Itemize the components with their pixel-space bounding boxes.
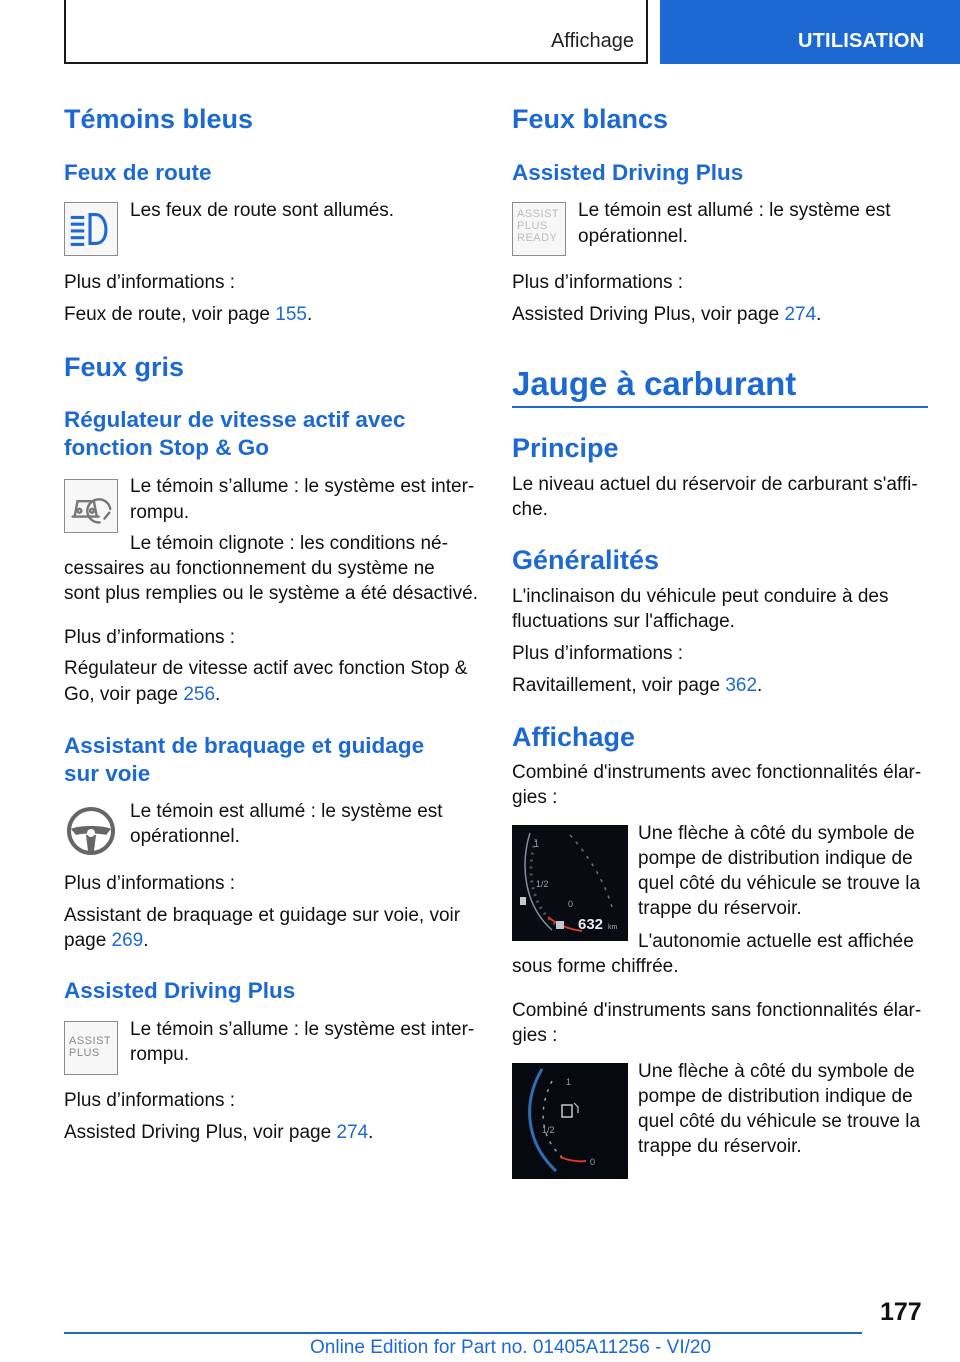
gauge1-label-half: 1/2: [536, 879, 549, 889]
adp-white-desc-line1: Le témoin est allumé : le système est: [578, 200, 891, 221]
page-number: 177: [880, 1298, 922, 1326]
header-section-label: Affichage: [550, 30, 634, 52]
adp-grey-desc-line1: Le témoin s’allume : le système est inter-: [130, 1019, 475, 1040]
fuel-heading-rule: [512, 406, 928, 408]
high-beam-description: Les feux de route sont allumés.: [130, 200, 395, 221]
acc-desc-line5: sont plus remplies ou le système a été désactivé.: [64, 583, 478, 604]
page-link-362[interactable]: 362: [725, 675, 758, 696]
acc-reference-line1: Régulateur de vitesse actif avec fonction Stop &: [64, 658, 468, 679]
steering-more-info: Plus d’informations :: [64, 873, 236, 894]
display-a-line2: pompe de distribution indique de: [638, 848, 913, 869]
assist-plus-icon: ASSIST PLUS: [64, 1021, 118, 1075]
fuel-gauge-standard-image: [512, 1063, 628, 1179]
heading-principle: Principe: [512, 433, 619, 463]
high-beam-icon: [64, 202, 118, 256]
steering-desc-line2: opérationnel.: [130, 826, 240, 847]
footer-edition: Online Edition for Part no. 01405A11256 - VI/20: [310, 1337, 712, 1358]
display-a-line1: Une flèche à côté du symbole de: [638, 823, 915, 844]
general-more-info: Plus d’informations :: [512, 643, 684, 664]
acc-desc-line3: Le témoin clignote : les conditions né-: [130, 533, 448, 554]
high-beam-more-info: Plus d’informations :: [64, 272, 236, 293]
page-link-256[interactable]: 256: [183, 684, 216, 705]
heading-adp-grey: Assisted Driving Plus: [64, 978, 296, 1003]
display-b-line2: sous forme chiffrée.: [512, 956, 679, 977]
acc-desc-line4: cessaires au fonctionnement du système ne: [64, 558, 435, 579]
display-a-line4: trappe du réservoir.: [638, 898, 802, 919]
heading-white-indicators: Feux blancs: [512, 104, 669, 134]
heading-high-beam: Feux de route: [64, 160, 212, 185]
header-chapter-tab[interactable]: [660, 0, 960, 64]
heading-grey-indicators: Feux gris: [64, 352, 185, 382]
gauge1-label-1: 1: [534, 839, 540, 849]
display-c-line3: quel côté du véhicule se trouve la: [638, 1111, 921, 1132]
adp-grey-more-info: Plus d’informations :: [64, 1090, 236, 1111]
steering-reference-line1: Assistant de braquage et guidage sur voie, voir: [64, 905, 461, 926]
adp-grey-reference: Assisted Driving Plus, voir page 274.: [64, 1122, 374, 1143]
assist-plus-ready-icon: ASSIST PLUS READY: [512, 202, 566, 256]
page-link-274-right[interactable]: 274: [784, 304, 817, 325]
header-section-box: [64, 0, 648, 64]
heading-steering-assist-line2: sur voie: [64, 761, 151, 786]
adp-grey-desc-line2: rompu.: [130, 1044, 190, 1065]
adp-white-reference: Assisted Driving Plus, voir page 274.: [512, 304, 822, 325]
display-intro2-line1: Combiné d'instruments sans fonctionnalités élar-: [512, 1000, 922, 1021]
general-line1: L'inclinaison du véhicule peut conduire à des: [512, 586, 889, 607]
page-link-155[interactable]: 155: [275, 304, 307, 325]
gauge2-label-half: 1/2: [542, 1125, 555, 1135]
steering-wheel-icon: [64, 803, 118, 857]
gauge1-range: 632: [578, 916, 604, 933]
high-beam-reference: Feux de route, voir page 155.: [64, 304, 313, 325]
heading-blue-indicators: Témoins bleus: [64, 104, 254, 134]
heading-adp-white: Assisted Driving Plus: [512, 160, 744, 185]
general-reference: Ravitaillement, voir page 362.: [512, 675, 763, 696]
gauge1-unit: km: [608, 924, 618, 931]
heading-steering-assist-line1: Assistant de braquage et guidage: [64, 733, 425, 758]
heading-general: Généralités: [512, 545, 660, 575]
display-c-line2: pompe de distribution indique de: [638, 1086, 913, 1107]
general-line2: fluctuations sur l'affichage.: [512, 611, 735, 632]
steering-reference-line2: page 269.: [64, 930, 149, 951]
display-intro2-line2: gies :: [512, 1025, 558, 1046]
gauge2-label-0: 0: [590, 1157, 596, 1167]
gauge1-label-0: 0: [568, 899, 574, 909]
heading-display: Affichage: [512, 722, 636, 752]
acc-more-info: Plus d’informations :: [64, 627, 236, 648]
adp-white-desc-line2: opérationnel.: [578, 226, 688, 247]
display-c-line4: trappe du réservoir.: [638, 1136, 802, 1157]
acc-desc-line2: rompu.: [130, 502, 190, 523]
display-intro1-line1: Combiné d'instruments avec fonctionnalités élar-: [512, 762, 922, 783]
display-b-line1: L'autonomie actuelle est affichée: [638, 931, 914, 952]
display-c-line1: Une flèche à côté du symbole de: [638, 1061, 915, 1082]
gauge2-label-1: 1: [566, 1077, 572, 1087]
page-link-274-left[interactable]: 274: [336, 1122, 369, 1143]
heading-fuel-gauge: Jauge à carburant: [512, 365, 797, 402]
steering-desc-line1: Le témoin est allumé : le système est: [130, 801, 443, 822]
page-link-269[interactable]: 269: [111, 930, 144, 951]
fuel-gauge-extended-image: [512, 825, 628, 941]
header-chapter-label: UTILISATION: [798, 30, 925, 52]
display-a-line3: quel côté du véhicule se trouve la: [638, 873, 921, 894]
principle-line1: Le niveau actuel du réservoir de carburant s'affi-: [512, 474, 918, 495]
acc-desc-line1: Le témoin s’allume : le système est inter-: [130, 476, 475, 497]
adp-white-more-info: Plus d’informations :: [512, 272, 684, 293]
footer-rule: [64, 1332, 862, 1334]
acc-reference-line2: Go, voir page 256.: [64, 684, 221, 705]
principle-line2: che.: [512, 499, 548, 520]
cruise-control-icon: [64, 479, 118, 533]
display-intro1-line2: gies :: [512, 787, 558, 808]
heading-acc-stop-go: Régulateur de vitesse actif avec fonction Stop & Go: [64, 407, 406, 460]
